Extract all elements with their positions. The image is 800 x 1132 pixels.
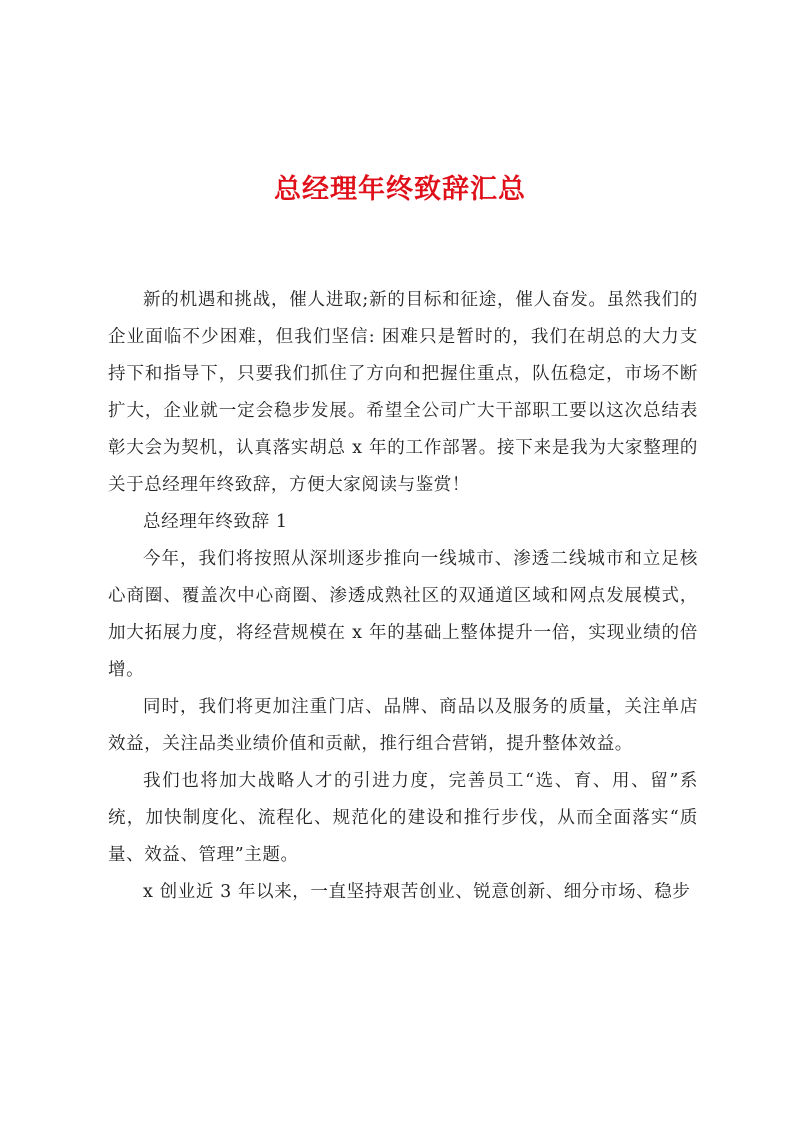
document-body — [108, 282, 698, 911]
paragraph-history: x 创业近 3 年以来，一直坚持艰苦创业、锐意创新、细分市场、稳步 — [143, 882, 691, 902]
paragraph-intro: 新的机遇和挑战，催人进取;新的目标和征途，催人奋发。虽然我们的企业面临不少困难，但我们坚信: 困难只是暂时的，我们在胡总的大力支持下和指导下，只要我们抓住了方向和把握住重点，队伍稳定，市场不断扩大，企业就一定会稳步发展。希望全公司广大干部职工要以这次总结表彰大会为契机，认真落实胡总 x 年的工作部署。接下来是我为大家整理的关于总经理年终致辞，方便大家阅读与鉴赏！ — [108, 290, 698, 495]
paragraph-talent: 我们也将加大战略人才的引进力度，完善员工“选、育、用、留”系统，加快制度化、流程化、规范化的建设和推行步伐，从而全面落实“质量、效益、管理”主题。 — [108, 771, 698, 865]
paragraph-quality: 同时，我们将更加注重门店、品牌、商品以及服务的质量，关注单店效益，关注品类业绩价值和贡献，推行组合营销，提升整体效益。 — [108, 697, 698, 754]
document-title: 总经理年终致辞汇总 — [274, 174, 526, 205]
paragraph-expansion: 今年，我们将按照从深圳逐步推向一线城市、渗透二线城市和立足核心商圈、覆盖次中心商圈、渗透成熟社区的双通道区域和网点发展模式，加大拓展力度，将经营规模在 x 年的基础上整体提升一倍，实现业绩的倍增。 — [108, 549, 698, 680]
section-heading-1: 总经理年终致辞 1 — [143, 512, 288, 532]
